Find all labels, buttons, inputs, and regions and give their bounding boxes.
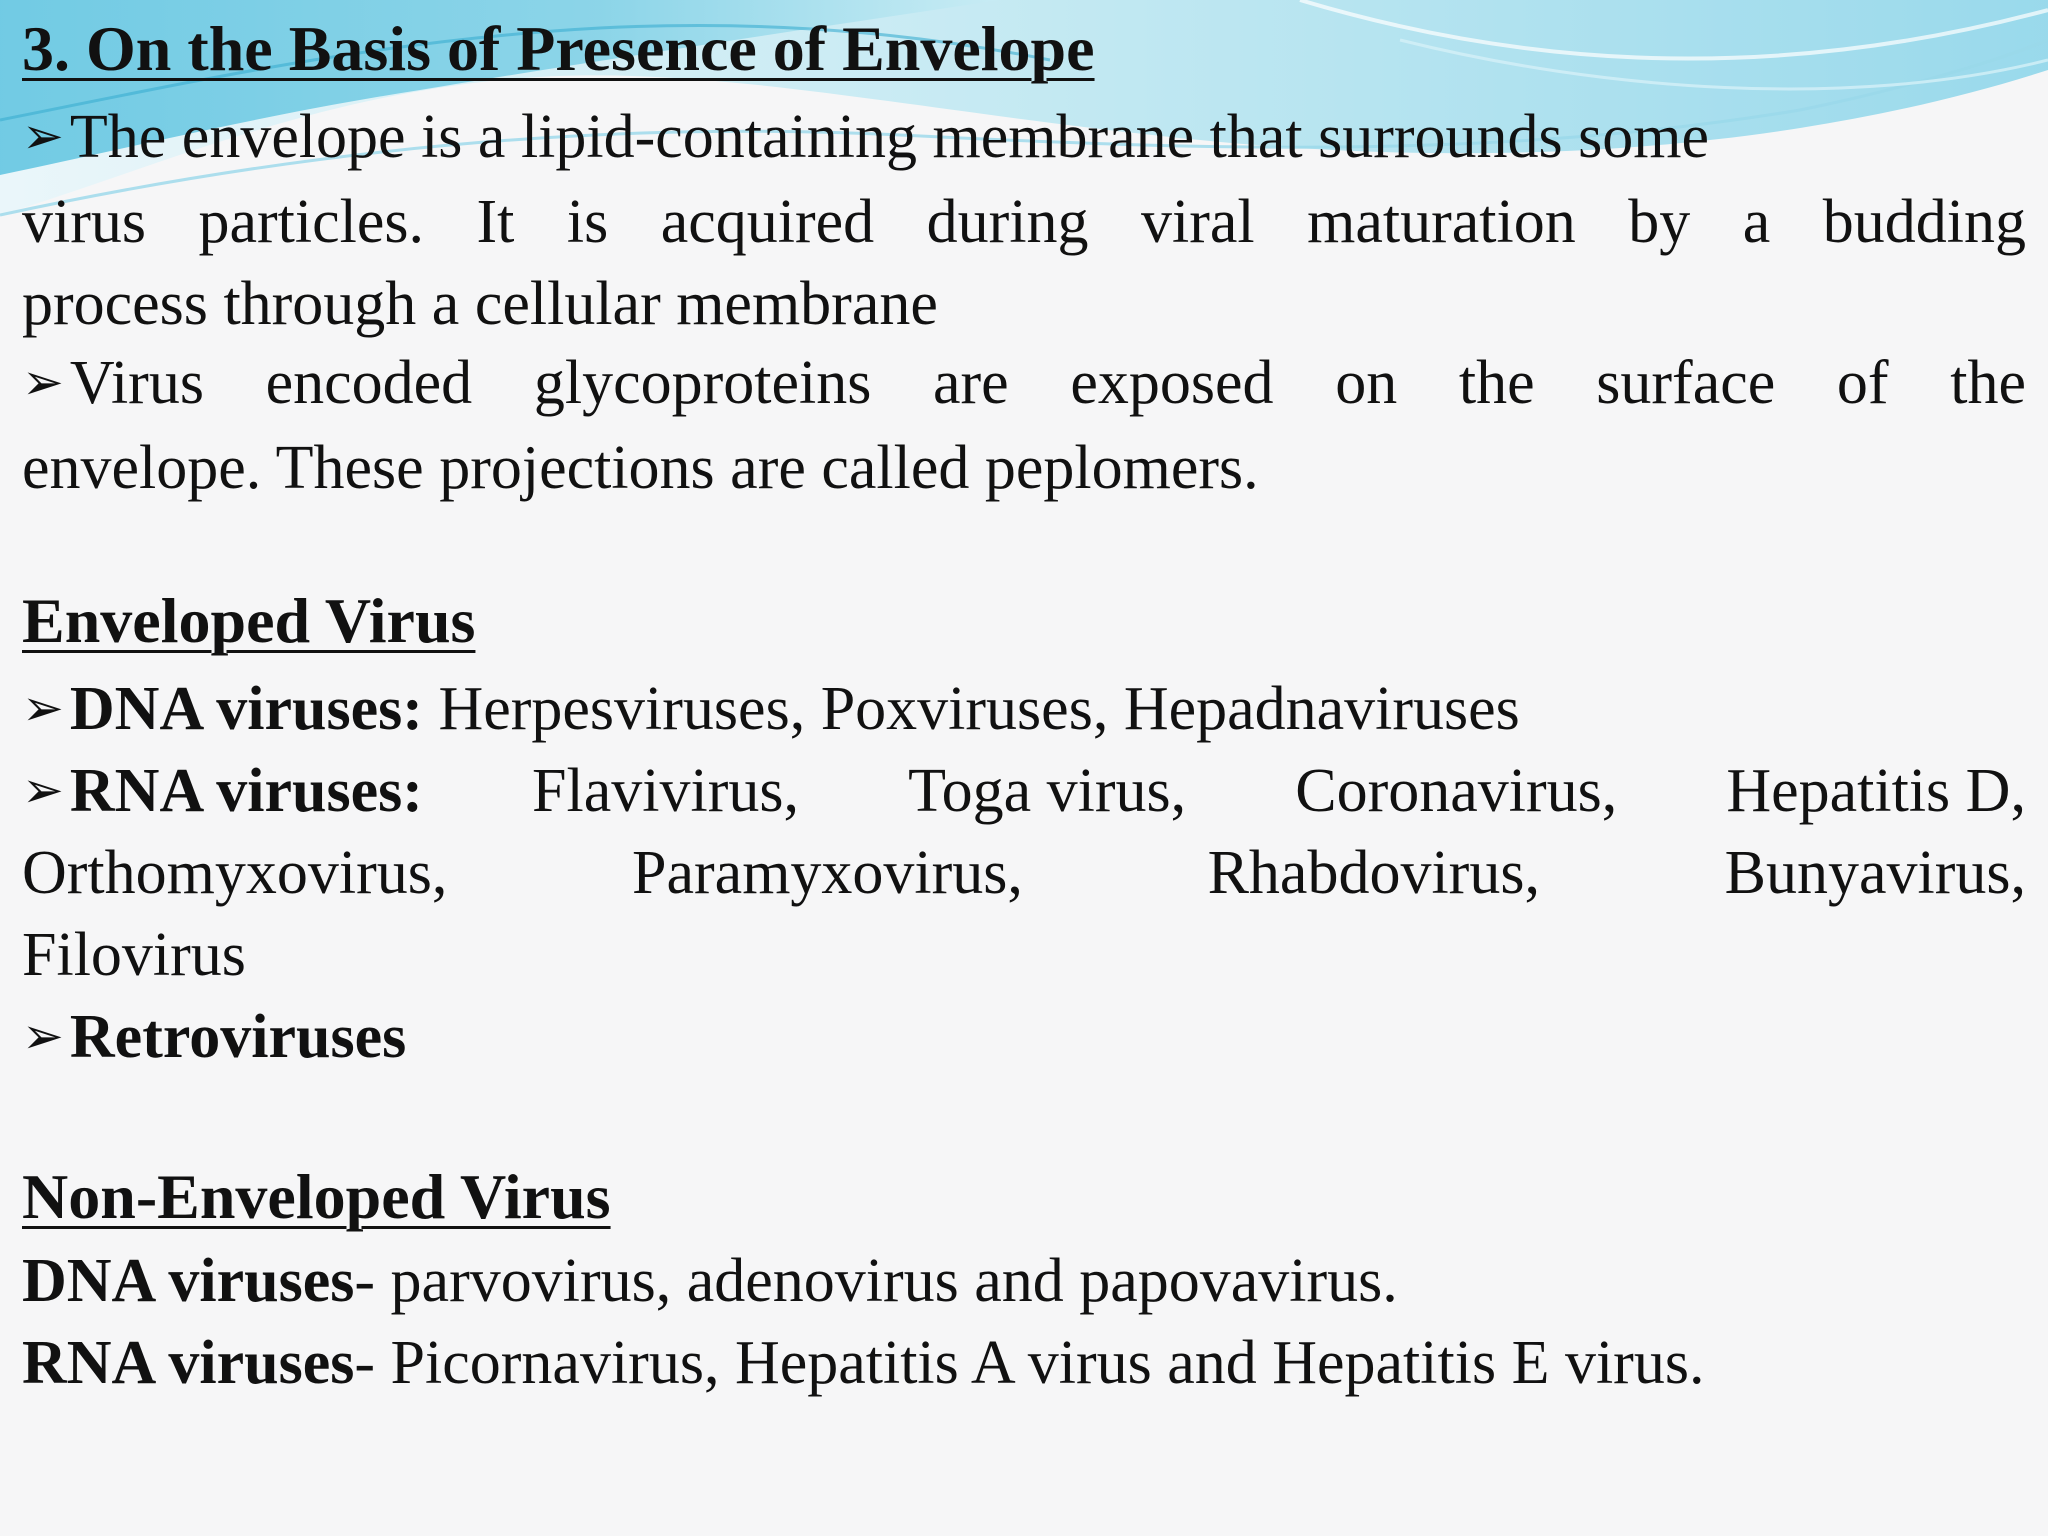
arrow-bullet-icon: ➢: [22, 353, 64, 411]
dna-list: Herpesviruses, Poxviruses, Hepadnaviruses: [422, 675, 1520, 743]
enveloped-heading: Enveloped Virus: [22, 585, 476, 656]
rna-label: RNA viruses:: [69, 757, 423, 825]
enveloped-retro-row: [22, 996, 2026, 1081]
bullet-line: [22, 427, 2026, 509]
rna-label: RNA viruses: [22, 1329, 355, 1397]
rna-item: Bunyavirus,: [1724, 839, 2026, 907]
non-enveloped-dna-row: [22, 1240, 2026, 1322]
rna-item: Toga virus,: [908, 757, 1187, 825]
rna-item: Coronavirus,: [1295, 757, 1618, 825]
rna-item: Flavivirus,: [532, 757, 799, 825]
non-enveloped-heading: Non-Enveloped Virus: [22, 1161, 611, 1232]
enveloped-dna-row: [22, 668, 2026, 753]
bullet-envelope-definition: [22, 96, 2026, 345]
enveloped-rna-row-2: [22, 832, 2026, 914]
retro-label: Retroviruses: [69, 1003, 407, 1071]
arrow-bullet-icon: ➢: [22, 761, 64, 819]
rna-item: Orthomyxovirus,: [22, 839, 448, 907]
rna-item: Hepatitis D,: [1726, 757, 2026, 825]
rna-item: Filovirus: [22, 921, 246, 989]
enveloped-rna-row-1: [22, 750, 2026, 835]
slide-title: 3. On the Basis of Presence of Envelope: [22, 13, 1095, 84]
rna-list: - Picornavirus, Hepatitis A virus and Hepatitis E virus.: [354, 1329, 1705, 1397]
bullet-text: envelope. These projections are called peplomers.: [22, 434, 1259, 502]
bullet-line: [22, 181, 2026, 263]
bullet-glycoproteins: [22, 342, 2026, 509]
bullet-text: The envelope is a lipid-containing membrane that surrounds some: [69, 103, 1710, 171]
bullet-line: [22, 263, 2026, 345]
bullet-line: [22, 96, 2026, 181]
arrow-bullet-icon: ➢: [22, 1007, 64, 1065]
bullet-text: virus particles. It is acquired during viral maturation by a budding: [22, 188, 2026, 256]
non-enveloped-rna-row: [22, 1322, 2026, 1404]
dna-label: DNA viruses:: [69, 675, 423, 743]
dna-label: DNA viruses: [22, 1247, 355, 1315]
enveloped-rna-row-3: [22, 914, 2026, 996]
arrow-bullet-icon: ➢: [22, 679, 64, 737]
bullet-line: [22, 342, 2026, 427]
rna-item: Paramyxovirus,: [632, 839, 1023, 907]
bullet-text: Virus encoded glycoproteins are exposed on the surface of the: [69, 349, 2026, 417]
rna-item: Rhabdovirus,: [1207, 839, 1540, 907]
bullet-text: process through a cellular membrane: [22, 270, 938, 338]
arrow-bullet-icon: ➢: [22, 107, 64, 165]
dna-list: - parvovirus, adenovirus and papovavirus.: [354, 1247, 1398, 1315]
